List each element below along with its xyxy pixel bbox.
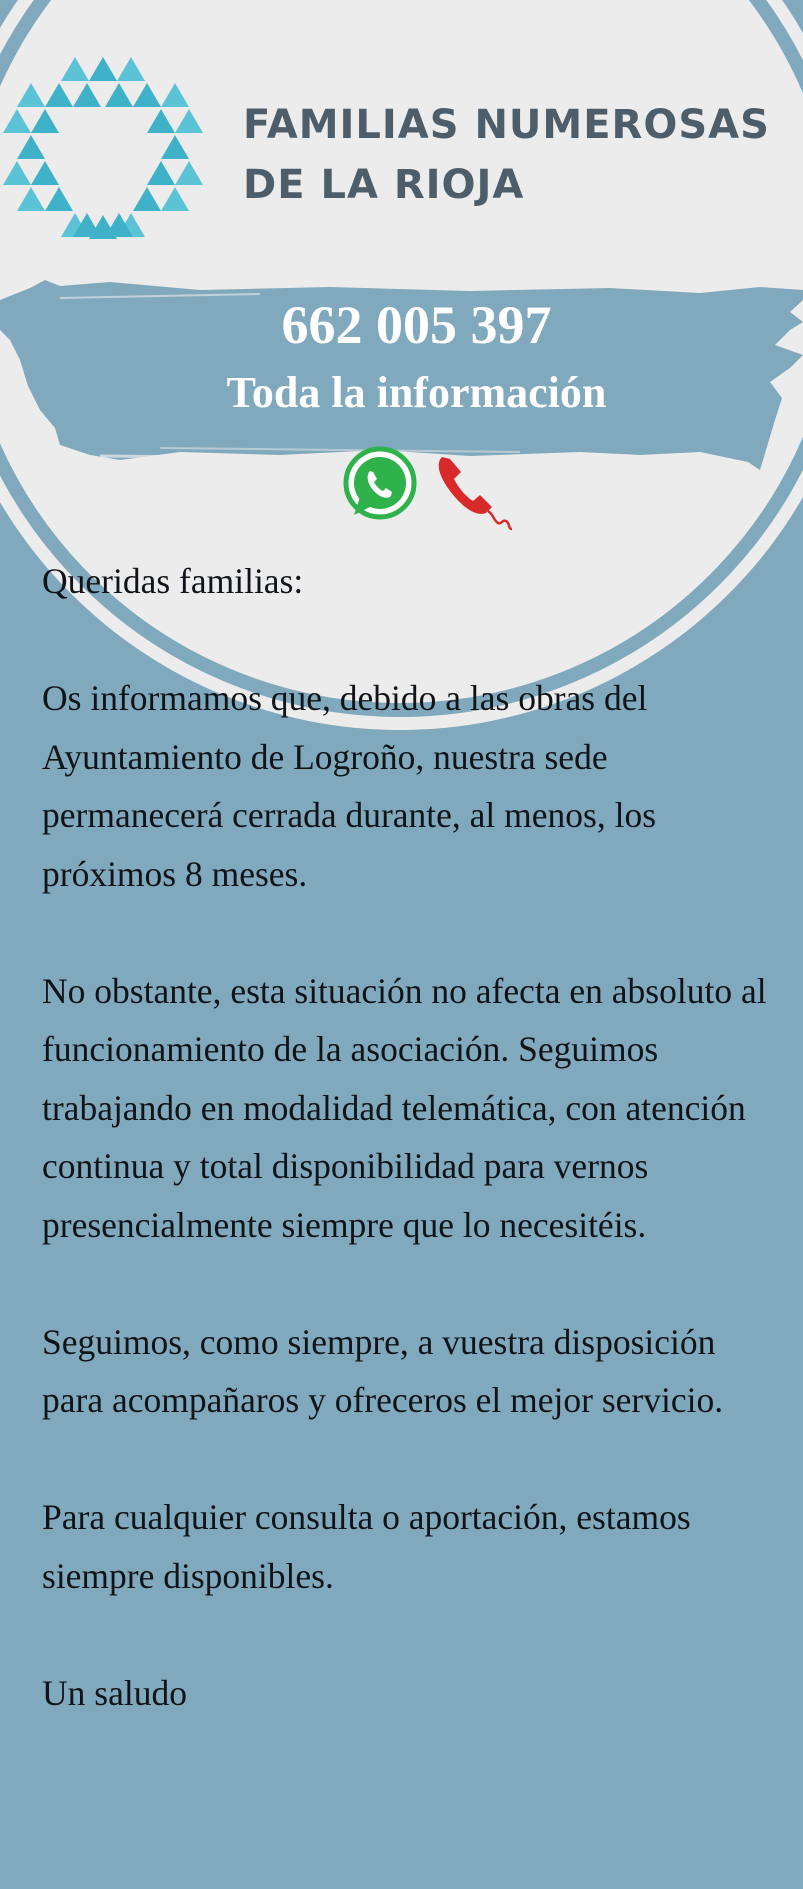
- phone-number[interactable]: 662 005 397: [281, 295, 552, 355]
- closing: Un saludo: [42, 1672, 187, 1713]
- greeting: Queridas familias:: [42, 561, 304, 601]
- organization-name-line2: DE LA RIOJA: [243, 162, 525, 208]
- organization-name-line1: FAMILIAS NUMEROSAS: [243, 102, 770, 148]
- message-paragraph: No obstante, esta situación no afecta en absoluto al funcionamiento de la asociación. Seguimos trabajando en modalidad telemática, con atención continua y total disponibilidad para vernos presencialmente siempre que lo necesitéis.: [42, 970, 767, 1245]
- contact-icons: [340, 445, 530, 535]
- message-body: [42, 552, 782, 1781]
- telephone-handset-icon[interactable]: [432, 445, 522, 535]
- organization-name: [243, 95, 770, 215]
- whatsapp-icon[interactable]: [340, 445, 420, 525]
- message-paragraph: Os informamos que, debido a las obras del Ayuntamiento de Logroño, nuestra sede permanecerá cerrada durante, al menos, los próximos 8 meses.: [42, 678, 657, 894]
- message-paragraph: Seguimos, como siempre, a vuestra disposición para acompañaros y ofreceros el mejor servicio.: [42, 1321, 724, 1420]
- message-paragraph: Para cualquier consulta o aportación, estamos siempre disponibles.: [42, 1497, 691, 1596]
- banner-subtitle: Toda la información: [226, 368, 607, 417]
